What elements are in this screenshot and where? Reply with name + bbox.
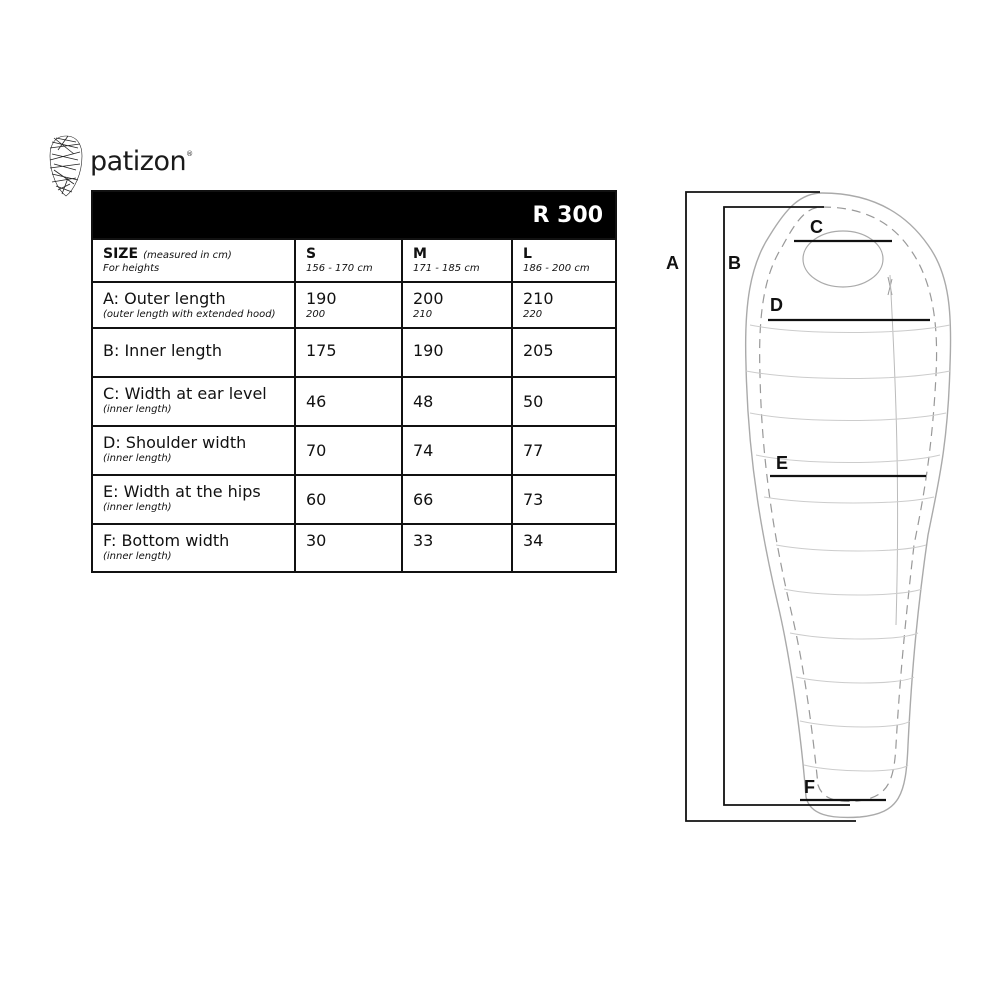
row-label: C: Width at ear level bbox=[103, 384, 267, 403]
row-label: E: Width at the hips bbox=[103, 482, 261, 501]
value-cell bbox=[402, 377, 512, 426]
row-note: (inner length) bbox=[103, 551, 172, 562]
row-note: (inner length) bbox=[103, 453, 172, 464]
value: 33 bbox=[413, 531, 434, 550]
value: 175 bbox=[306, 341, 337, 360]
row-note: (outer length with extended hood) bbox=[103, 309, 276, 320]
heights-label: For heights bbox=[103, 263, 160, 274]
table-row-inner-length bbox=[92, 328, 616, 377]
sleeping-bag-outline-icon bbox=[660, 185, 960, 825]
value: 205 bbox=[523, 341, 554, 360]
row-label-cell bbox=[92, 377, 295, 426]
size-header-note: (measured in cm) bbox=[143, 250, 232, 261]
dimension-a-label: A bbox=[666, 253, 679, 273]
table-row-outer-length bbox=[92, 282, 616, 328]
value: 200 bbox=[413, 289, 444, 308]
dimension-b-label: B bbox=[728, 253, 741, 273]
size-s-range: 156 - 170 cm bbox=[306, 263, 373, 274]
row-label: D: Shoulder width bbox=[103, 433, 247, 452]
size-header-label: SIZE bbox=[103, 246, 139, 262]
table-row-shoulder-width bbox=[92, 426, 616, 475]
value: 60 bbox=[306, 490, 327, 509]
row-label-cell bbox=[92, 475, 295, 524]
dimension-c-label: C bbox=[810, 217, 823, 237]
table-row-hip-width bbox=[92, 475, 616, 524]
size-l-label: L bbox=[523, 246, 532, 262]
brand-name: patizon® bbox=[90, 146, 193, 177]
size-m-label: M bbox=[413, 246, 427, 262]
value: 46 bbox=[306, 392, 327, 411]
size-l-range: 186 - 200 cm bbox=[523, 263, 590, 274]
row-label-cell bbox=[92, 426, 295, 475]
value: 30 bbox=[306, 531, 327, 550]
value: 190 bbox=[306, 289, 337, 308]
dimension-d-label: D bbox=[770, 295, 783, 315]
value: 66 bbox=[413, 490, 434, 509]
row-note: (inner length) bbox=[103, 502, 172, 513]
table-header-row bbox=[92, 239, 616, 282]
value-cell bbox=[402, 475, 512, 524]
value-cell bbox=[402, 328, 512, 377]
value: 34 bbox=[523, 531, 544, 550]
row-label-cell bbox=[92, 282, 295, 328]
value-cell bbox=[295, 377, 402, 426]
size-table bbox=[91, 190, 617, 573]
subvalue: 200 bbox=[306, 309, 326, 320]
value: 50 bbox=[523, 392, 544, 411]
value: 48 bbox=[413, 392, 434, 411]
value-cell bbox=[402, 282, 512, 328]
value: 210 bbox=[523, 289, 554, 308]
size-s-label: S bbox=[306, 246, 317, 262]
brand-logo bbox=[48, 134, 208, 198]
value-cell bbox=[512, 426, 616, 475]
value: 73 bbox=[523, 490, 544, 509]
row-label-cell bbox=[92, 328, 295, 377]
size-s-header bbox=[295, 239, 402, 282]
dimension-e-label: E bbox=[776, 453, 789, 473]
sleeping-bag-diagram bbox=[660, 185, 960, 825]
value: 74 bbox=[413, 441, 434, 460]
subvalue: 220 bbox=[523, 309, 543, 320]
value-cell bbox=[512, 282, 616, 328]
value-cell bbox=[295, 475, 402, 524]
row-note: (inner length) bbox=[103, 404, 172, 415]
product-title: R 300 bbox=[92, 191, 616, 239]
value-cell bbox=[295, 426, 402, 475]
subvalue: 210 bbox=[413, 309, 433, 320]
value-cell bbox=[512, 524, 616, 572]
row-label: A: Outer length bbox=[103, 289, 226, 308]
value-cell bbox=[402, 524, 512, 572]
value-cell bbox=[402, 426, 512, 475]
size-m-header bbox=[402, 239, 512, 282]
dimension-b-bracket bbox=[724, 207, 850, 805]
value: 190 bbox=[413, 341, 444, 360]
value-cell bbox=[512, 377, 616, 426]
patizon-logo-mark-icon bbox=[48, 134, 84, 198]
value-cell bbox=[295, 282, 402, 328]
row-label: F: Bottom width bbox=[103, 531, 230, 550]
value-cell bbox=[512, 475, 616, 524]
value: 77 bbox=[523, 441, 544, 460]
size-l-header bbox=[512, 239, 616, 282]
value-cell bbox=[295, 328, 402, 377]
dimension-f-label: F bbox=[804, 777, 815, 797]
size-m-range: 171 - 185 cm bbox=[413, 263, 480, 274]
table-row-ear-width bbox=[92, 377, 616, 426]
row-label-cell bbox=[92, 524, 295, 572]
size-header-cell bbox=[92, 239, 295, 282]
table-title-row bbox=[92, 191, 616, 239]
value-cell bbox=[512, 328, 616, 377]
table-row-bottom-width bbox=[92, 524, 616, 572]
value: 70 bbox=[306, 441, 327, 460]
value-cell bbox=[295, 524, 402, 572]
row-label: B: Inner length bbox=[103, 341, 222, 360]
